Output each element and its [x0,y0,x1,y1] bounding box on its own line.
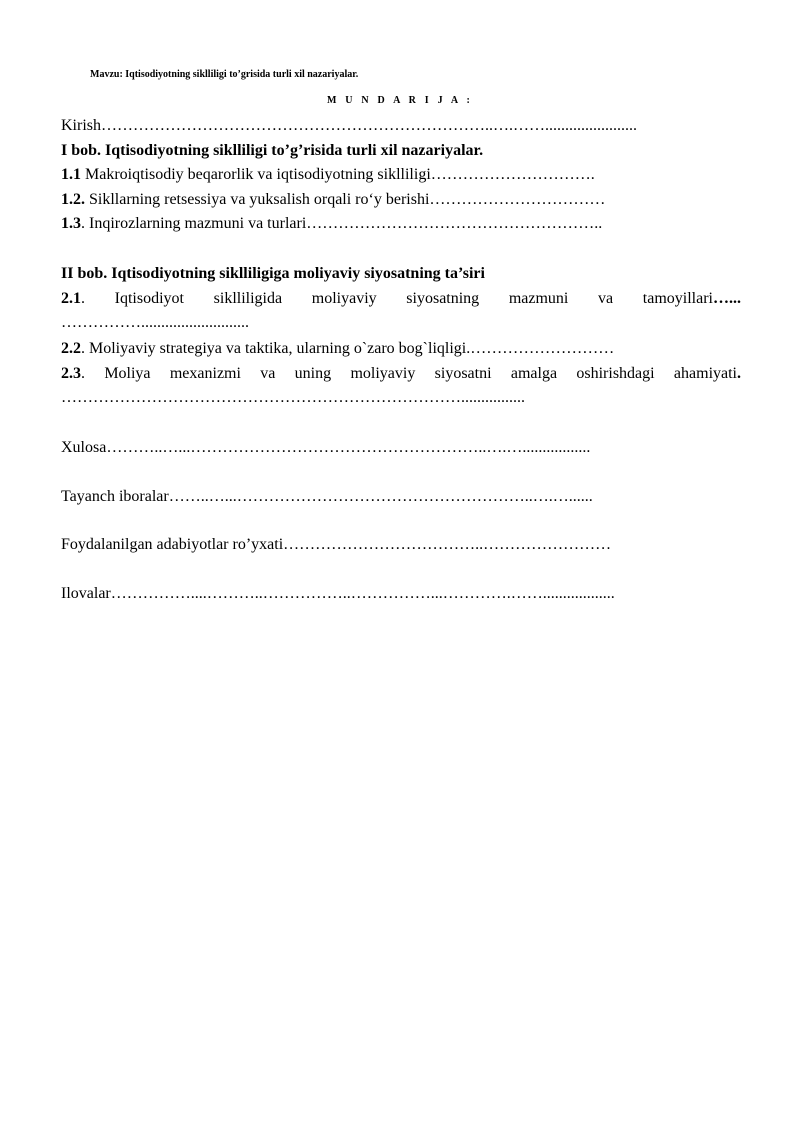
toc-entry-appendices: Ilovalar……………....………..……………..……………...………….…….................. [61,585,615,602]
toc-entry-number: 2.2 [61,340,81,357]
toc-entry-2-2 [61,339,741,359]
contents-heading: M U N D A R I J A : [326,95,474,106]
toc-entry-references: Foydalanilgan adabiyotlar ro’yxati………………………………..…………………… [61,536,612,553]
toc-entry-dots: …... [713,290,741,307]
toc-entry-text: . Inqirozlarning mazmuni va turlari……………………………………………….. [81,215,603,232]
toc-entry-text: . Moliya mexanizmi va uning moliyaviy siyosatni amalga oshirishdagi ahamiyati [81,365,737,382]
toc-entry-number: 1.1 [61,166,81,183]
toc-entry-dot: . [737,365,741,382]
toc-entry-key-terms: Tayanch iboralar……..…...………………………………………………..….…...... [61,488,593,505]
toc-entry-number: 2.1 [61,290,81,307]
document-title: Mavzu: Iqtisodiyotning siklliligi to’grisida turli xil nazariyalar. [90,69,359,80]
toc-entry-text: Makroiqtisodiy beqarorlik va iqtisodiyotning siklliligi…………………………. [81,166,595,183]
toc-entry-2-3 [61,364,741,384]
toc-entry-1-2 [61,190,741,210]
toc-entry-text: Kirish………………………………………………………………..….……....................... [61,117,637,134]
toc-entry-intro [61,116,741,136]
toc-entry-2-1 [61,289,741,309]
toc-entry-1-3 [61,214,741,234]
toc-chapter-2: II bob. Iqtisodiyotning siklliligiga moliyaviy siyosatning ta’siri [61,265,485,282]
toc-entry-text: Sikllarning retsessiya va yuksalish orqali ro‘y berishi…………………………… [85,191,606,208]
toc-entry-number: 1.3 [61,215,81,232]
toc-entry-text: . Iqtisodiyot siklliligida moliyaviy siyosatning mazmuni va tamoyillari [81,290,713,307]
toc-entry-1-1 [61,165,741,185]
toc-entry-text: . Moliyaviy strategiya va taktika, ularning o`zaro bog`liqligi.……………………… [81,340,615,357]
toc-entry-2-1-leader: ……………........................... [61,314,249,331]
toc-entry-conclusion: Xulosa………..…...………………………………………………..….…................. [61,439,591,456]
toc-entry-number: 1.2. [61,191,85,208]
toc-entry-2-3-leader: …………………………………………………………………................ [61,389,525,406]
toc-chapter-1: I bob. Iqtisodiyotning siklliligi to’g’risida turli xil nazariyalar. [61,142,484,159]
toc-entry-number: 2.3 [61,365,81,382]
